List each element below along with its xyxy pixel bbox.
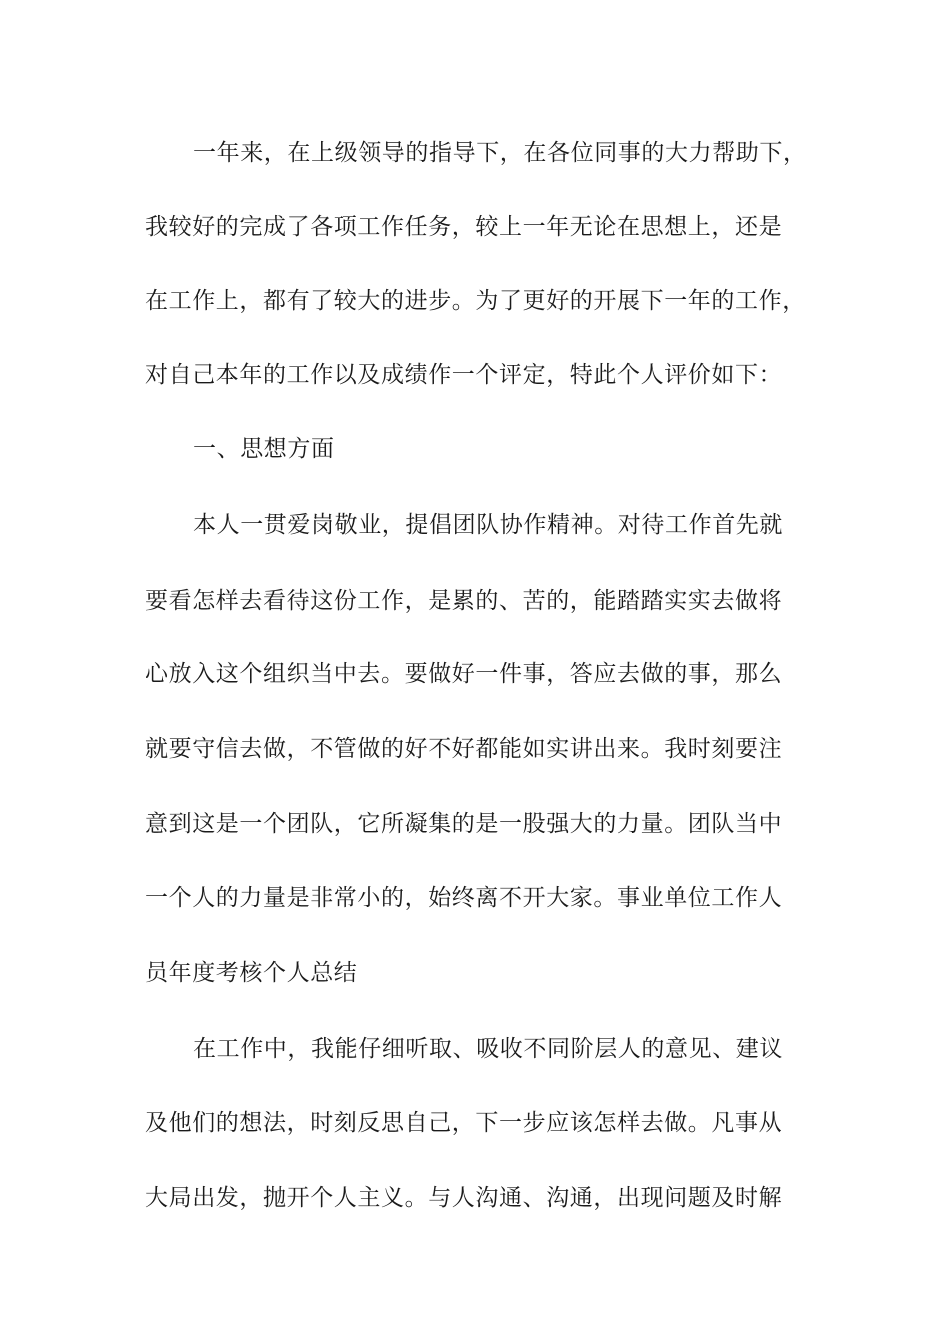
paragraph-3-line-2: 及他们的想法，时刻反思自己，下一步应该怎样去做。凡事从 — [145, 1110, 783, 1136]
paragraph-2-line-4: 就要守信去做，不管做的好不好都能如实讲出来。我时刻要注 — [145, 736, 783, 762]
paragraph-1-line-2: 我较好的完成了各项工作任务，较上一年无论在思想上，还是 — [145, 214, 783, 240]
paragraph-1-line-1: 一年来，在上级领导的指导下，在各位同事的大力帮助下， — [193, 140, 807, 166]
paragraph-2-line-5: 意到这是一个团队，它所凝集的是一股强大的力量。团队当中 — [145, 811, 783, 837]
paragraph-3-line-3: 大局出发，抛开个人主义。与人沟通、沟通，出现问题及时解 — [145, 1185, 783, 1211]
paragraph-2-line-3: 心放入这个组织当中去。要做好一件事，答应去做的事，那么 — [145, 661, 783, 687]
paragraph-2-line-7: 员年度考核个人总结 — [145, 960, 358, 986]
paragraph-2-line-1: 本人一贯爱岗敬业，提倡团队协作精神。对待工作首先就 — [193, 512, 783, 538]
paragraph-1-line-3: 在工作上，都有了较大的进步。为了更好的开展下一年的工作， — [145, 288, 806, 314]
section-heading: 一、思想方面 — [193, 436, 335, 462]
paragraph-1-line-4: 对自己本年的工作以及成绩作一个评定，特此个人评价如下： — [145, 362, 783, 388]
paragraph-3-line-1: 在工作中，我能仔细听取、吸收不同阶层人的意见、建议 — [193, 1036, 783, 1062]
paragraph-2-line-2: 要看怎样去看待这份工作，是累的、苦的，能踏踏实实去做将 — [145, 588, 783, 614]
paragraph-2-line-6: 一个人的力量是非常小的，始终离不开大家。事业单位工作人 — [145, 885, 783, 911]
